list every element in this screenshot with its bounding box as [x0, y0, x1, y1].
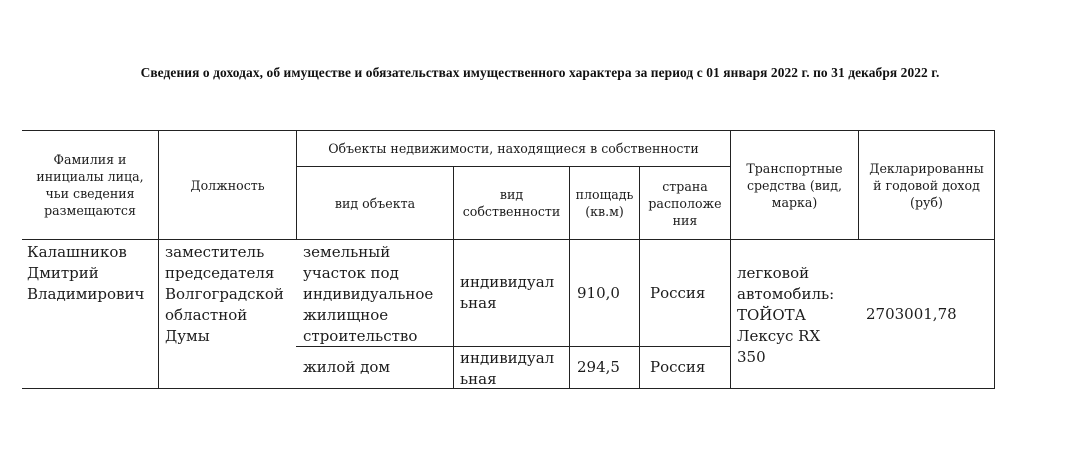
header-transport: Транспортные средства (вид, марка) — [746, 160, 843, 210]
header-ownership-type: вид собственности — [462, 187, 561, 219]
property-object-type: жилой дом — [303, 358, 391, 376]
transport-vehicle: легковой автомобиль: ТОЙОТА Лексус RX 350 — [737, 264, 835, 366]
table-right-border — [994, 130, 995, 389]
header-country: страна расположе ния — [648, 178, 722, 228]
property-area: 910,0 — [577, 283, 620, 302]
header-name: Фамилия и инициалы лица, чьи сведения размещаются — [36, 152, 144, 218]
property-object-type: земельный участок под индивидуальное жилищное строительство — [303, 243, 434, 345]
declared-income: 2703001,78 — [866, 304, 957, 323]
property-country: Россия — [650, 283, 706, 302]
header-object-type: вид объекта — [334, 195, 416, 211]
property-area: 294,5 — [577, 358, 620, 376]
document-title: Сведения о доходах, об имуществе и обязательствах имущественного характера за период с 01 января 2022 г. по 31 декабря 2022 г. — [140, 65, 940, 80]
property-ownership-type: индивидуал ьная — [460, 349, 555, 388]
header-area: площадь (кв.м) — [575, 187, 634, 219]
header-position: Должность — [190, 178, 265, 193]
header-income: Декларированны й годовой доход (руб) — [869, 160, 984, 210]
header-realty-group: Объекты недвижимости, находящиеся в собственности — [328, 141, 699, 156]
property-ownership-type: индивидуал ьная — [460, 273, 555, 312]
declarant-position: заместитель председателя Волгоградской областной Думы — [165, 243, 284, 345]
declarant-name: Калашников Дмитрий Владимирович — [27, 243, 145, 303]
property-country: Россия — [650, 358, 706, 376]
